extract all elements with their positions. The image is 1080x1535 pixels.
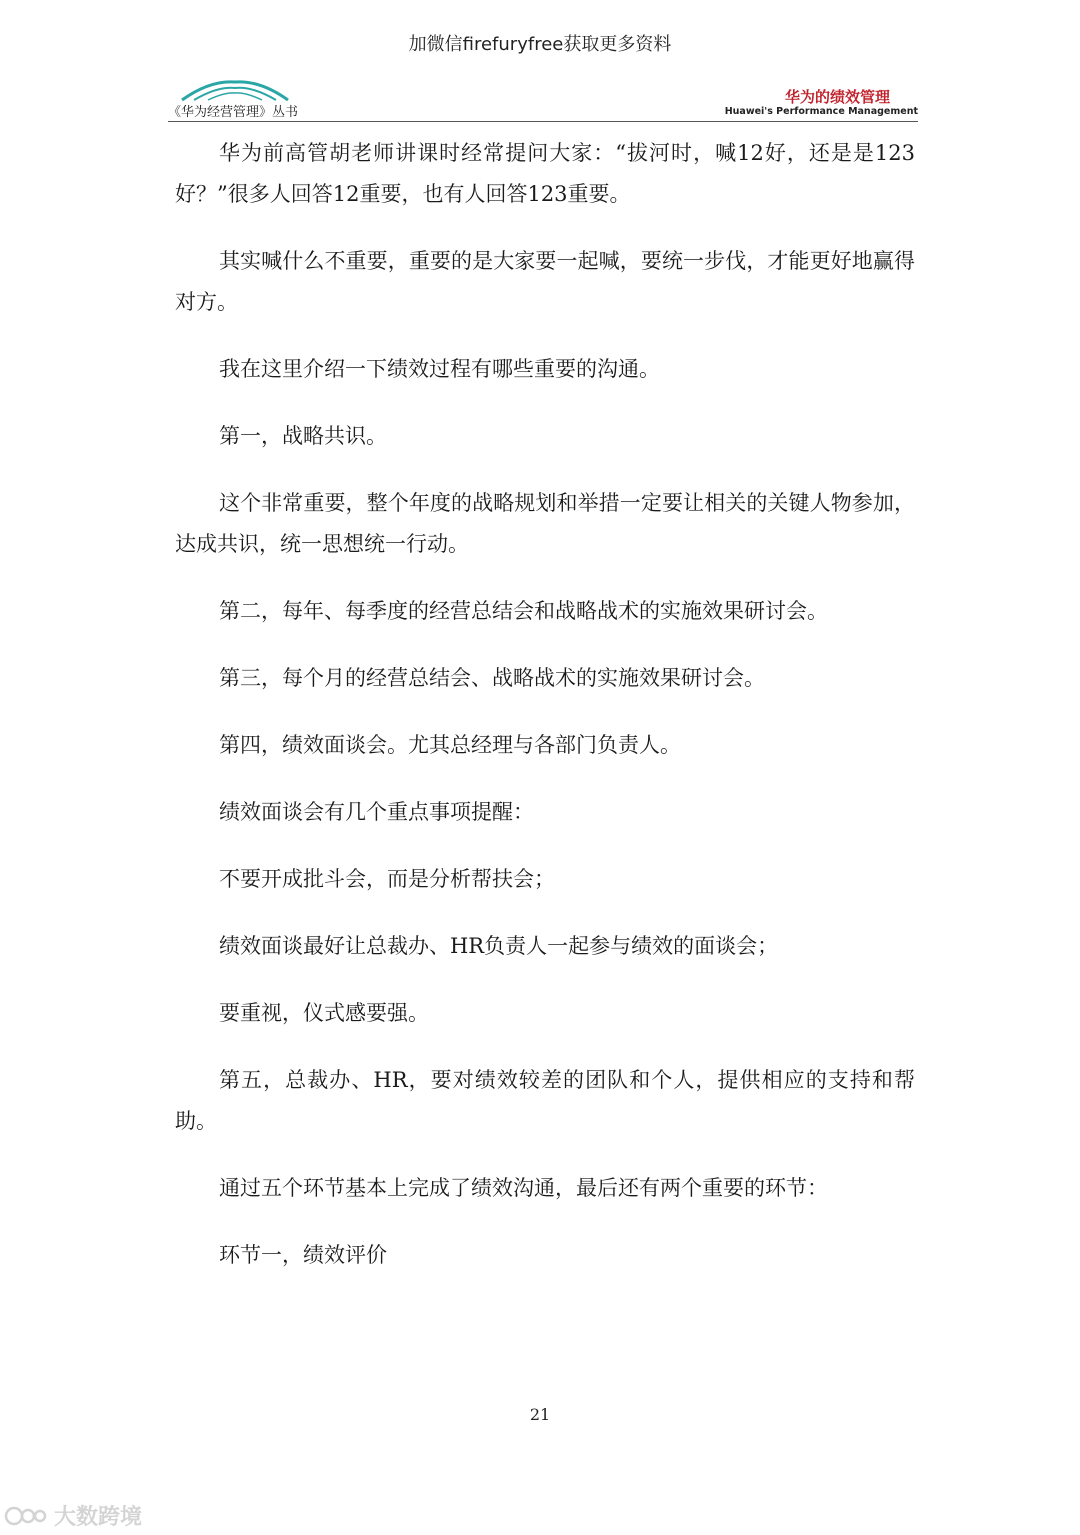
book-title: 华为的绩效管理 <box>784 88 890 106</box>
paragraph: 绩效面谈最好让总裁办、HR负责人一起参与绩效的面谈会； <box>219 934 779 958</box>
paragraph: 通过五个环节基本上完成了绩效沟通，最后还有两个重要的环节： <box>219 1176 828 1200</box>
series-title: 《华为经营管理》丛书 <box>168 105 299 120</box>
watermark-text: 大数跨境 <box>54 1505 143 1530</box>
body-text <box>175 133 915 1302</box>
paragraph: 环节一，绩效评价 <box>219 1243 387 1267</box>
paragraph: 华为前高管胡老师讲课时经常提问大家：“拔河时，喊12好，还是是123好？”很多人回答12重要，也有人回答123重要。 <box>175 141 915 206</box>
page-number: 21 <box>529 1405 551 1424</box>
paragraph: 我在这里介绍一下绩效过程有哪些重要的沟通。 <box>219 357 660 381</box>
paragraph: 第五，总裁办、HR，要对绩效较差的团队和个人，提供相应的支持和帮助。 <box>175 1068 915 1133</box>
header-rule <box>168 121 918 122</box>
paragraph: 第四，绩效面谈会。尤其总经理与各部门负责人。 <box>219 733 681 757</box>
paragraph: 不要开成批斗会，而是分析帮扶会； <box>219 867 555 891</box>
dashuju-logo-icon <box>4 1503 48 1529</box>
paragraph: 第二，每年、每季度的经营总结会和战略战术的实施效果研讨会。 <box>219 599 828 623</box>
wave-logo-icon <box>180 76 290 102</box>
running-header <box>168 76 918 124</box>
paragraph: 第一，战略共识。 <box>219 424 387 448</box>
paragraph: 其实喊什么不重要，重要的是大家要一起喊，要统一步伐，才能更好地赢得对方。 <box>175 249 915 314</box>
paragraph: 要重视，仪式感要强。 <box>219 1001 429 1025</box>
paragraph: 这个非常重要，整个年度的战略规划和举措一定要让相关的关键人物参加，达成共识，统一思想统一行动。 <box>175 491 915 556</box>
book-title-en: Huawei's Performance Management <box>724 106 918 117</box>
paragraph: 第三，每个月的经营总结会、战略战术的实施效果研讨会。 <box>219 666 765 690</box>
top-note: 加微信firefuryfree获取更多资料 <box>408 34 672 55</box>
watermark <box>4 1500 142 1531</box>
paragraph: 绩效面谈会有几个重点事项提醒： <box>219 800 534 824</box>
